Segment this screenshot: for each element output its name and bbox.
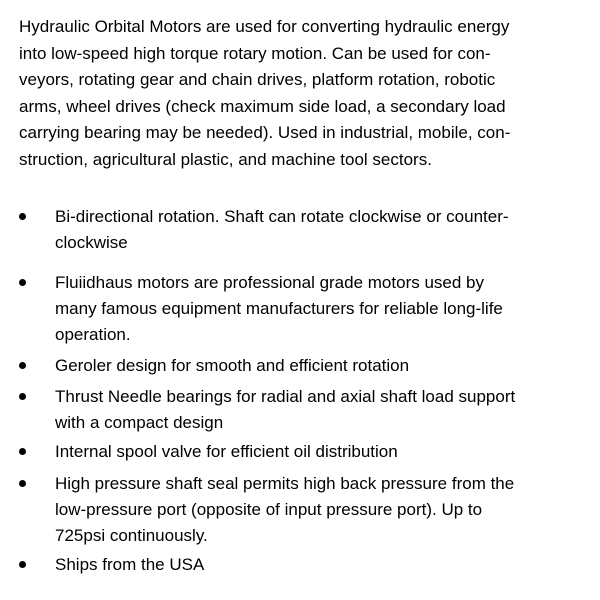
feature-line: with a compact design	[55, 413, 224, 432]
intro-line: into low-speed high torque rotary motion. Can be used for con-	[19, 43, 491, 63]
feature-item	[19, 552, 204, 578]
feature-line: Bi-directional rotation. Shaft can rotate clockwise or counter-	[55, 207, 509, 226]
feature-line: High pressure shaft seal permits high back pressure from the	[55, 474, 515, 493]
bullet-icon	[19, 362, 26, 369]
feature-line: many famous equipment manufacturers for reliable long-life	[55, 299, 503, 318]
feature-line: Fluiidhaus motors are professional grade motors used by	[55, 273, 484, 292]
feature-line: operation.	[55, 325, 131, 344]
feature-line: 725psi continuously.	[55, 526, 208, 545]
bullet-icon	[19, 561, 26, 568]
feature-item	[19, 353, 409, 379]
feature-item	[19, 204, 509, 256]
document-body	[19, 14, 579, 574]
feature-item	[19, 471, 514, 549]
intro-line: veyors, rotating gear and chain drives, platform rotation, robotic	[19, 70, 496, 89]
intro-paragraph	[19, 14, 579, 173]
feature-item	[19, 384, 515, 436]
feature-line: Ships from the USA	[55, 555, 205, 574]
feature-item	[19, 439, 398, 465]
bullet-icon	[19, 480, 26, 487]
bullet-icon	[19, 213, 26, 220]
feature-line: Thrust Needle bearings for radial and axial shaft load support	[55, 387, 516, 406]
feature-line: Geroler design for smooth and efficient rotation	[55, 356, 410, 375]
feature-line: low-pressure port (opposite of input pressure port). Up to	[55, 500, 483, 519]
feature-line: Internal spool valve for efficient oil distribution	[55, 442, 398, 461]
intro-line: carrying bearing may be needed). Used in industrial, mobile, con-	[19, 123, 511, 142]
intro-line: struction, agricultural plastic, and machine tool sectors.	[19, 149, 432, 169]
bullet-icon	[19, 448, 26, 455]
intro-line: Hydraulic Orbital Motors are used for converting hydraulic energy	[19, 17, 510, 36]
bullet-icon	[19, 279, 26, 286]
feature-line: clockwise	[55, 233, 128, 252]
feature-item	[19, 270, 503, 348]
intro-line: arms, wheel drives (check maximum side load, a secondary load	[19, 96, 506, 116]
bullet-icon	[19, 393, 26, 400]
